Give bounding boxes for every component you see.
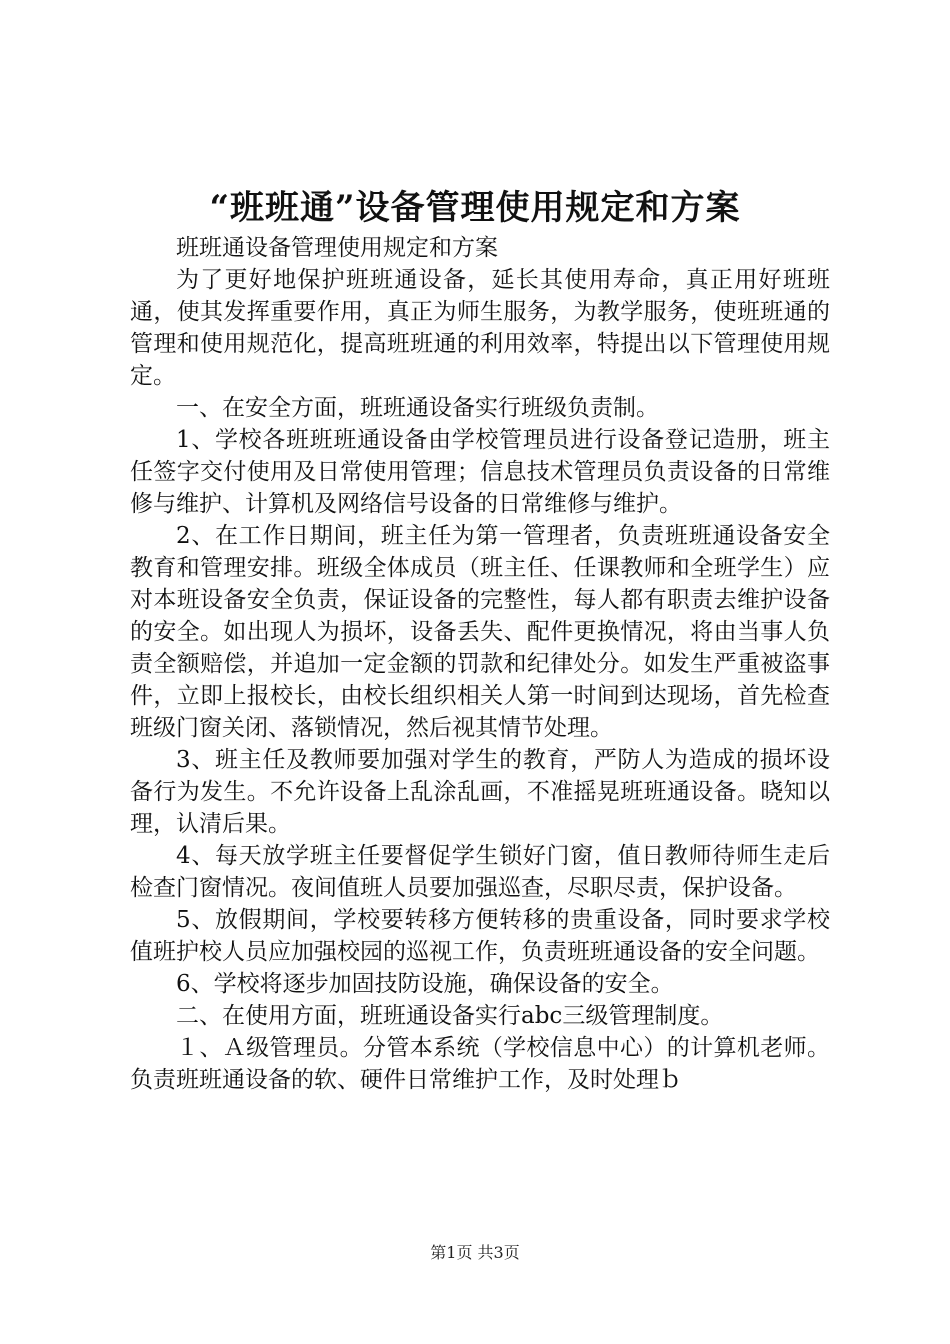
document-title: “班班通”设备管理使用规定和方案 xyxy=(209,188,741,228)
paragraph-item-4: 4、每天放学班主任要督促学生锁好门窗，值日教师待师生走后检查门窗情况。夜间值班人员要加强巡查，尽职尽责，保护设备。 xyxy=(130,843,830,901)
page-number-footer: 第1页 共3页 xyxy=(430,1243,520,1262)
paragraph-item-3: 3、班主任及教师要加强对学生的教育，严防人为造成的损坏设备行为发生。不允许设备上乱涂乱画，不准摇晃班班通设备。晓知以理，认清后果。 xyxy=(130,747,830,837)
paragraph-intro: 为了更好地保护班班通设备，延长其使用寿命，真正用好班班通，使其发挥重要作用，真正为师生服务，为教学服务，使班班通的管理和使用规范化，提高班班通的利用效率，特提出以下管理使用规定。 xyxy=(130,267,830,389)
paragraph-item-6: 6、学校将逐步加固技防设施，确保设备的安全。 xyxy=(176,971,674,997)
document-body xyxy=(130,232,830,1096)
section-heading-usage: 二、在使用方面，班班通设备实行abc三级管理制度。 xyxy=(176,1003,724,1029)
section-heading-safety: 一、在安全方面，班班通设备实行班级负责制。 xyxy=(176,395,659,421)
paragraph-item-5: 5、放假期间，学校要转移方便转移的贵重设备，同时要求学校值班护校人员应加强校园的巡视工作，负责班班通设备的安全问题。 xyxy=(130,907,830,965)
paragraph-item-2: 2、在工作日期间，班主任为第一管理者，负责班班通设备安全教育和管理安排。班级全体成员（班主任、任课教师和全班学生）应对本班设备安全负责，保证设备的完整性，每人都有职责去维护设备的安全。如出现人为损坏，设备丢失、配件更换情况，将由当事人负责全额赔偿，并追加一定金额的罚款和纪律处分。如发生严重被盗事件，立即上报校长，由校长组织相关人第一时间到达现场，首先检查班级门窗关闭、落锁情况，然后视其情节处理。 xyxy=(130,523,830,741)
paragraph-item-1: 1、学校各班班班通设备由学校管理员进行设备登记造册，班主任签字交付使用及日常使用管理；信息技术管理员负责设备的日常维修与维护、计算机及网络信号设备的日常维修与维护。 xyxy=(130,427,830,517)
document-subtitle: 班班通设备管理使用规定和方案 xyxy=(176,235,498,261)
paragraph-level-a: １、Ａ级管理员。分管本系统（学校信息中心）的计算机老师。负责班班通设备的软、硬件日常维护工作，及时处理ｂ xyxy=(130,1035,830,1093)
